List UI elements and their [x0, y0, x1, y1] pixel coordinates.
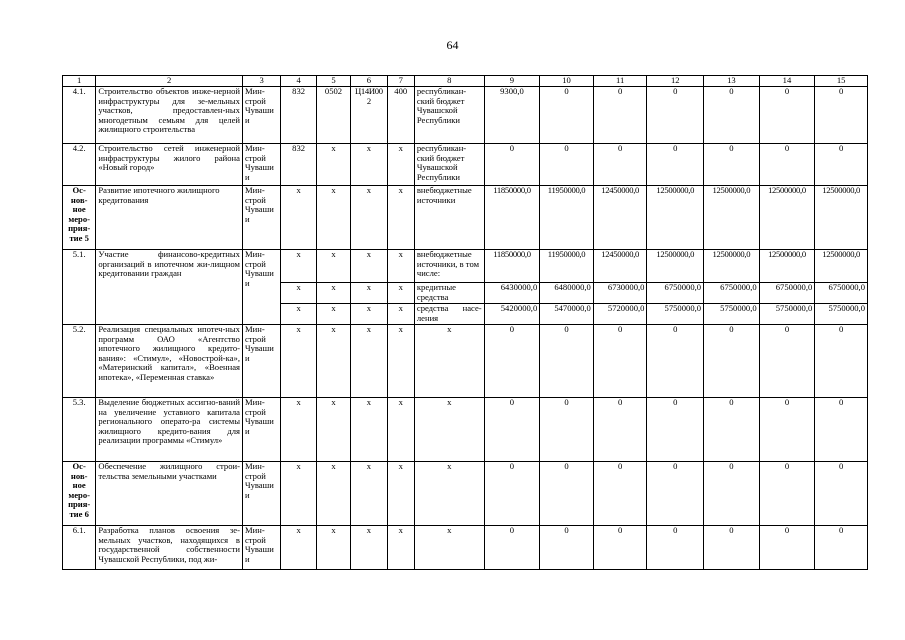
- vr-code: x: [387, 250, 414, 283]
- col-header-11: 11: [593, 76, 647, 87]
- rzpr-code: x: [316, 398, 350, 462]
- value-cell: 0: [540, 144, 594, 186]
- csr-code: x: [351, 283, 387, 304]
- value-cell: 0: [593, 526, 647, 570]
- col-header-15: 15: [815, 76, 868, 87]
- value-cell: 0: [815, 462, 868, 526]
- vr-code: x: [387, 304, 414, 325]
- table-row-main-activity-5: [63, 186, 868, 250]
- value-cell: 0: [759, 87, 815, 144]
- rzpr-code: 0502: [316, 87, 350, 144]
- row-number: 4.2.: [63, 144, 96, 186]
- row-number: 4.1.: [63, 87, 96, 144]
- rzpr-code: x: [316, 186, 350, 250]
- value-cell: 0: [593, 398, 647, 462]
- col-header-6: 6: [351, 76, 387, 87]
- value-cell: 12500000,0: [647, 186, 704, 250]
- funding-source: x: [414, 526, 484, 570]
- funding-source: республикан-ский бюджет Чувашской Республики: [414, 144, 484, 186]
- vr-code: x: [387, 283, 414, 304]
- value-cell: 5720000,0: [593, 304, 647, 325]
- value-cell: 0: [704, 144, 760, 186]
- grbs-code: x: [281, 462, 316, 526]
- activity-name: Разработка планов освоения зе-мельных участков, находящихся в государственной собственности Чувашской Республики, под жи-: [96, 526, 243, 570]
- executor: Мин-строй Чувашии: [242, 462, 280, 526]
- value-cell: 12450000,0: [593, 186, 647, 250]
- col-header-2: 2: [96, 76, 243, 87]
- budget-table: [62, 75, 868, 570]
- row-number: 5.3.: [63, 398, 96, 462]
- col-header-8: 8: [414, 76, 484, 87]
- col-header-9: 9: [484, 76, 540, 87]
- value-cell: 12500000,0: [815, 250, 868, 283]
- value-cell: 5750000,0: [759, 304, 815, 325]
- rzpr-code: x: [316, 144, 350, 186]
- value-cell: 12500000,0: [759, 250, 815, 283]
- funding-source: внебюджетные источники, в том числе:: [414, 250, 484, 283]
- col-header-14: 14: [759, 76, 815, 87]
- value-cell: 0: [540, 398, 594, 462]
- activity-name: Выделение бюджетных ассигно-ваний на увеличение уставного капитала регионального операто-ра системы жилищного кредито-вания для реализации программы «Стимул»: [96, 398, 243, 462]
- value-cell: 0: [647, 526, 704, 570]
- value-cell: 0: [704, 87, 760, 144]
- csr-code: x: [351, 186, 387, 250]
- vr-code: x: [387, 526, 414, 570]
- table-row-5-1: [63, 250, 868, 283]
- activity-name: Обеспечение жилищного строи-тельства земельными участками: [96, 462, 243, 526]
- col-header-4: 4: [281, 76, 316, 87]
- grbs-code: 832: [281, 144, 316, 186]
- value-cell: 0: [815, 526, 868, 570]
- value-cell: 12450000,0: [593, 250, 647, 283]
- vr-code: x: [387, 325, 414, 398]
- value-cell: 0: [815, 87, 868, 144]
- value-cell: 0: [593, 87, 647, 144]
- value-cell: 5420000,0: [484, 304, 540, 325]
- rzpr-code: x: [316, 304, 350, 325]
- col-header-12: 12: [647, 76, 704, 87]
- row-number: 5.2.: [63, 325, 96, 398]
- page-number: 64: [446, 38, 459, 52]
- executor: Мин-строй Чувашии: [242, 398, 280, 462]
- table-row-6-1: [63, 526, 868, 570]
- table-row-4-1: [63, 87, 868, 144]
- value-cell: 0: [647, 325, 704, 398]
- value-cell: 6480000,0: [540, 283, 594, 304]
- rzpr-code: x: [316, 325, 350, 398]
- value-cell: 0: [759, 144, 815, 186]
- vr-code: x: [387, 462, 414, 526]
- value-cell: 6730000,0: [593, 283, 647, 304]
- funding-source: республикан-ский бюджет Чувашской Республики: [414, 87, 484, 144]
- value-cell: 0: [704, 325, 760, 398]
- activity-name: Строительство сетей инженерной инфраструктуры жилого района «Новый город»: [96, 144, 243, 186]
- value-cell: 12500000,0: [759, 186, 815, 250]
- rzpr-code: x: [316, 283, 350, 304]
- executor: Мин-строй Чувашии: [242, 325, 280, 398]
- value-cell: 0: [484, 526, 540, 570]
- funding-source: кредитные средства: [414, 283, 484, 304]
- csr-code: x: [351, 462, 387, 526]
- value-cell: 0: [593, 144, 647, 186]
- row-number: Ос-нов-ное меро-прия-тие 6: [63, 462, 96, 526]
- col-header-7: 7: [387, 76, 414, 87]
- row-number: Ос-нов-ное меро-прия-тие 5: [63, 186, 96, 250]
- value-cell: 12500000,0: [704, 186, 760, 250]
- rzpr-code: x: [316, 526, 350, 570]
- funding-source: x: [414, 462, 484, 526]
- activity-name: Строительство объектов инже-нерной инфраструктуры для зе-мельных участков, предоставлен-ных многодетным семьям для целей жилищного строительства: [96, 87, 243, 144]
- funding-source: средства насе-ления: [414, 304, 484, 325]
- value-cell: 12500000,0: [704, 250, 760, 283]
- row-number: 6.1.: [63, 526, 96, 570]
- csr-code: x: [351, 144, 387, 186]
- executor: Мин-строй Чувашии: [242, 250, 280, 325]
- value-cell: 0: [704, 462, 760, 526]
- funding-source: x: [414, 398, 484, 462]
- value-cell: 9300,0: [484, 87, 540, 144]
- value-cell: 12500000,0: [647, 250, 704, 283]
- value-cell: 0: [540, 462, 594, 526]
- value-cell: 0: [647, 462, 704, 526]
- value-cell: 0: [484, 462, 540, 526]
- col-header-3: 3: [242, 76, 280, 87]
- vr-code: x: [387, 186, 414, 250]
- vr-code: x: [387, 398, 414, 462]
- header-row: [63, 76, 868, 87]
- csr-code: x: [351, 325, 387, 398]
- funding-source: внебюджетные источники: [414, 186, 484, 250]
- col-header-10: 10: [540, 76, 594, 87]
- value-cell: 5750000,0: [704, 304, 760, 325]
- table-row-5-2: [63, 325, 868, 398]
- value-cell: 0: [484, 325, 540, 398]
- executor: Мин-строй Чувашии: [242, 186, 280, 250]
- value-cell: 0: [647, 144, 704, 186]
- value-cell: 0: [815, 398, 868, 462]
- grbs-code: x: [281, 325, 316, 398]
- value-cell: 0: [759, 398, 815, 462]
- value-cell: 0: [484, 144, 540, 186]
- activity-name: Реализация специальных ипотеч-ных программ ОАО «Агентство ипотечного жилищного кредито-вания»: «Стимул», «Новострой-ка», «Материнский капитал», «Военная ипотека», «Переменная ставка»: [96, 325, 243, 398]
- rzpr-code: x: [316, 250, 350, 283]
- value-cell: 0: [815, 144, 868, 186]
- value-cell: 5750000,0: [815, 304, 868, 325]
- vr-code: x: [387, 144, 414, 186]
- value-cell: 12500000,0: [815, 186, 868, 250]
- value-cell: 6750000,0: [647, 283, 704, 304]
- value-cell: 5470000,0: [540, 304, 594, 325]
- value-cell: 6430000,0: [484, 283, 540, 304]
- value-cell: 0: [704, 398, 760, 462]
- value-cell: 0: [540, 526, 594, 570]
- value-cell: 0: [484, 398, 540, 462]
- grbs-code: 832: [281, 87, 316, 144]
- value-cell: 6750000,0: [704, 283, 760, 304]
- activity-name: Участие финансово-кредитных организаций в ипотечном жи-лищном кредитовании граждан: [96, 250, 243, 325]
- grbs-code: x: [281, 398, 316, 462]
- value-cell: 0: [815, 325, 868, 398]
- value-cell: 0: [593, 325, 647, 398]
- executor: Мин-строй Чувашии: [242, 526, 280, 570]
- value-cell: 11950000,0: [540, 250, 594, 283]
- value-cell: 0: [704, 526, 760, 570]
- col-header-5: 5: [316, 76, 350, 87]
- value-cell: 0: [647, 398, 704, 462]
- value-cell: 5750000,0: [647, 304, 704, 325]
- value-cell: 0: [647, 87, 704, 144]
- value-cell: 0: [540, 325, 594, 398]
- row-number: 5.1.: [63, 250, 96, 325]
- csr-code: x: [351, 304, 387, 325]
- executor: Мин-строй Чувашии: [242, 144, 280, 186]
- value-cell: 0: [759, 462, 815, 526]
- activity-name: Развитие ипотечного жилищного кредитования: [96, 186, 243, 250]
- value-cell: 0: [759, 526, 815, 570]
- value-cell: 11950000,0: [540, 186, 594, 250]
- col-header-13: 13: [704, 76, 760, 87]
- csr-code: x: [351, 398, 387, 462]
- funding-source: x: [414, 325, 484, 398]
- table-row-5-3: [63, 398, 868, 462]
- value-cell: 6750000,0: [759, 283, 815, 304]
- value-cell: 11850000,0: [484, 250, 540, 283]
- grbs-code: x: [281, 283, 316, 304]
- table-row-4-2: [63, 144, 868, 186]
- rzpr-code: x: [316, 462, 350, 526]
- table-row-main-activity-6: [63, 462, 868, 526]
- value-cell: 11850000,0: [484, 186, 540, 250]
- value-cell: 0: [593, 462, 647, 526]
- csr-code: x: [351, 526, 387, 570]
- csr-code: x: [351, 250, 387, 283]
- grbs-code: x: [281, 250, 316, 283]
- grbs-code: x: [281, 304, 316, 325]
- value-cell: 6750000,0: [815, 283, 868, 304]
- value-cell: 0: [759, 325, 815, 398]
- grbs-code: x: [281, 526, 316, 570]
- executor: Мин-строй Чувашии: [242, 87, 280, 144]
- vr-code: 400: [387, 87, 414, 144]
- grbs-code: x: [281, 186, 316, 250]
- csr-code: Ц14И002: [351, 87, 387, 144]
- value-cell: 0: [540, 87, 594, 144]
- col-header-1: 1: [63, 76, 96, 87]
